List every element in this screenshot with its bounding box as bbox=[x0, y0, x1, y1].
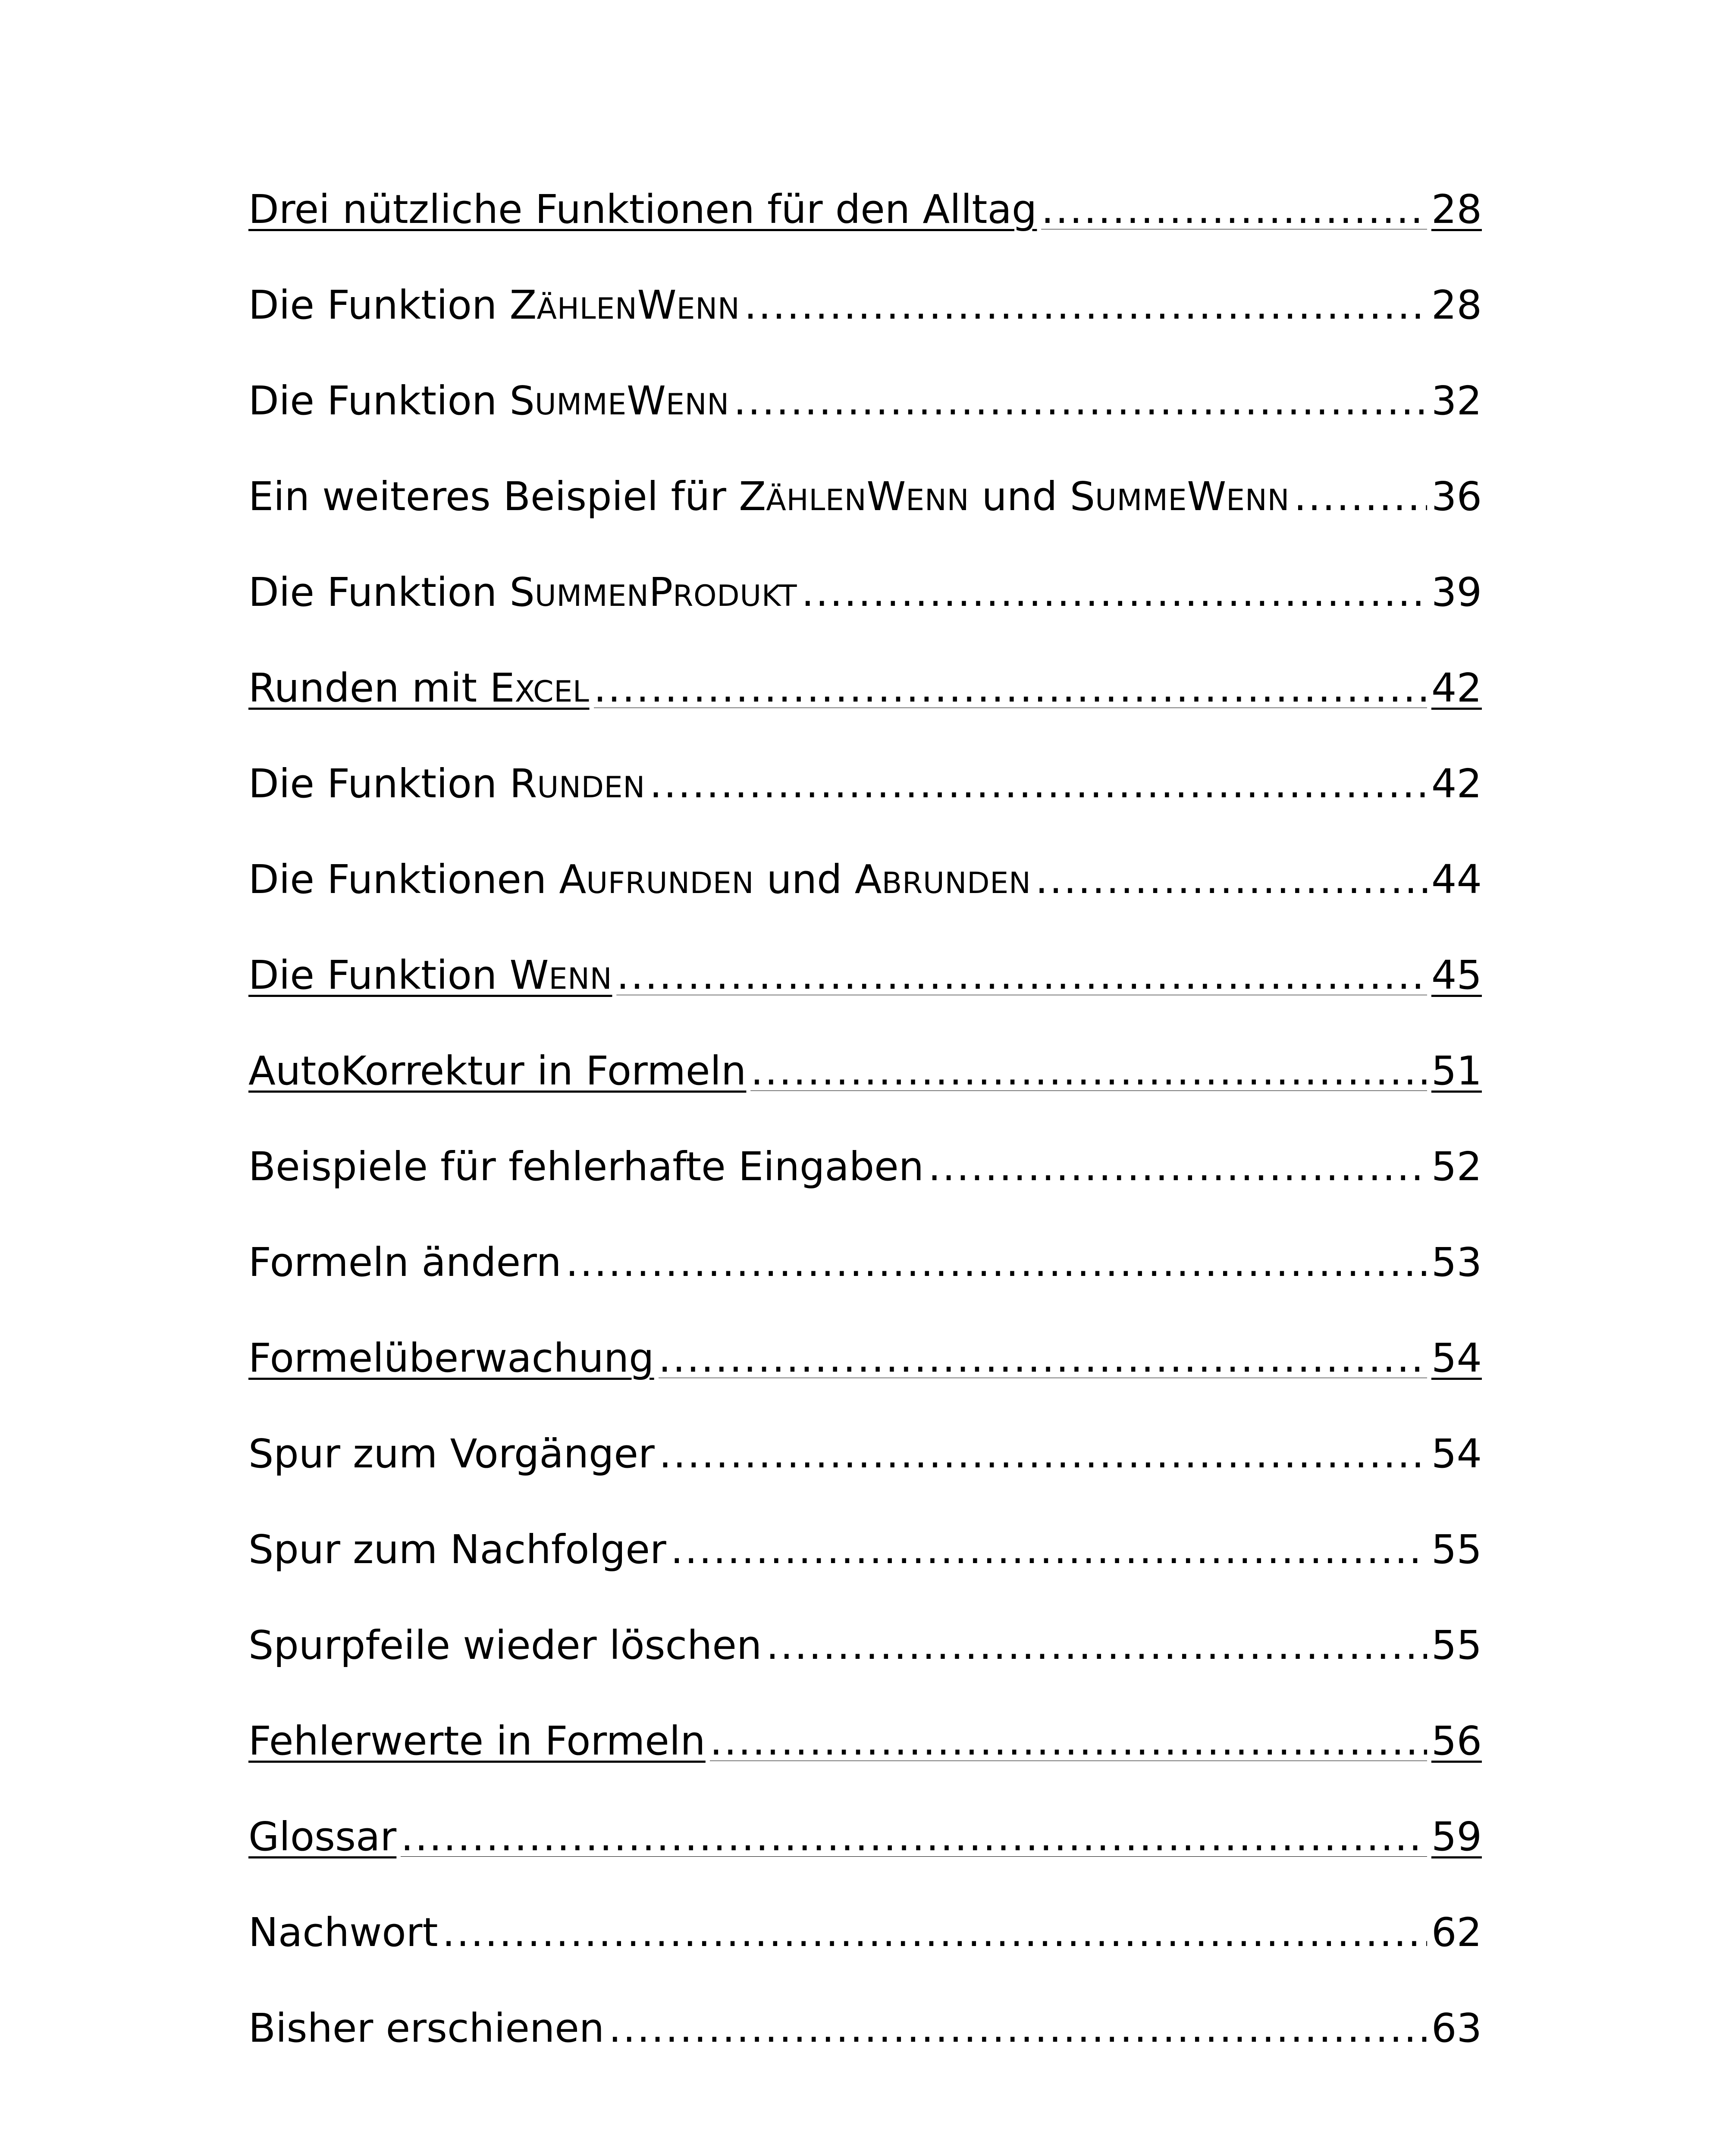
toc-entry-title bbox=[248, 1144, 924, 1190]
toc-entry-title bbox=[248, 665, 590, 711]
toc-title-fragment: A bbox=[854, 856, 882, 903]
toc-title-fragment: Die Funktion bbox=[248, 952, 510, 998]
toc-chapter-link[interactable] bbox=[248, 1048, 1482, 1147]
toc-page-number: 53 bbox=[1431, 1239, 1482, 1285]
dot-leader bbox=[594, 668, 1427, 708]
toc-page-number: 55 bbox=[1431, 1622, 1482, 1668]
toc-section-link[interactable] bbox=[248, 1909, 1482, 2009]
toc-title-fragment: ENN bbox=[549, 962, 612, 996]
toc-title-fragment: Formelüberwachung bbox=[248, 1335, 654, 1381]
toc-title-fragment: Die Funktion bbox=[248, 282, 510, 328]
toc-entry-title bbox=[248, 952, 612, 998]
dot-leader bbox=[566, 1243, 1427, 1282]
toc-chapter-link[interactable] bbox=[248, 952, 1482, 1051]
toc-entry-title bbox=[248, 1909, 438, 1955]
toc-title-fragment: Z bbox=[509, 282, 537, 328]
toc-section-link[interactable] bbox=[248, 473, 1482, 573]
toc-section-link[interactable] bbox=[248, 1526, 1482, 1626]
toc-section-link[interactable] bbox=[248, 856, 1482, 956]
toc-title-fragment: W bbox=[509, 952, 549, 998]
dot-leader bbox=[1294, 477, 1427, 517]
toc-title-fragment: Ein weiteres Beispiel für bbox=[248, 473, 739, 520]
dot-leader bbox=[744, 285, 1427, 325]
toc-title-fragment: W bbox=[1187, 473, 1227, 520]
toc-page-number: 32 bbox=[1431, 378, 1482, 424]
dot-leader bbox=[750, 1051, 1427, 1091]
dot-leader bbox=[650, 764, 1427, 804]
toc-title-fragment: Formeln ändern bbox=[248, 1239, 562, 1285]
toc-entry-title bbox=[248, 2005, 605, 2051]
toc-entry-title bbox=[248, 1239, 562, 1285]
toc-title-fragment: Die Funktionen bbox=[248, 856, 559, 903]
toc-title-fragment: UFRUNDEN bbox=[586, 866, 754, 900]
dot-leader bbox=[671, 1530, 1427, 1570]
toc-title-fragment: S bbox=[509, 569, 535, 615]
toc-page-number: 51 bbox=[1431, 1048, 1482, 1094]
toc-title-fragment: Die Funktion bbox=[248, 761, 510, 807]
toc-section-link[interactable] bbox=[248, 1431, 1482, 1530]
toc-entry-title bbox=[248, 761, 645, 807]
toc-title-fragment: Drei nützliche Funktionen für den Alltag bbox=[248, 186, 1037, 232]
toc-entry-title bbox=[248, 1048, 747, 1094]
toc-title-fragment: W bbox=[866, 473, 906, 520]
toc-title-fragment: S bbox=[509, 378, 535, 424]
toc-title-fragment: und bbox=[754, 856, 855, 903]
toc-entry-title bbox=[248, 856, 1031, 903]
toc-title-fragment: ENN bbox=[676, 292, 740, 326]
toc-page-number: 52 bbox=[1431, 1144, 1482, 1190]
toc-page-number: 42 bbox=[1431, 761, 1482, 807]
dot-leader bbox=[659, 1338, 1427, 1378]
toc-entry-title bbox=[248, 378, 729, 424]
dot-leader bbox=[616, 956, 1427, 995]
toc-title-fragment: Spurpfeile wieder löschen bbox=[248, 1622, 762, 1668]
toc-page-number: 28 bbox=[1431, 282, 1482, 328]
toc-entry-title bbox=[248, 1526, 666, 1573]
toc-title-fragment: Bisher erschienen bbox=[248, 2005, 605, 2051]
toc-title-fragment: ÄHLEN bbox=[537, 292, 637, 326]
toc-title-fragment: UMME bbox=[1095, 483, 1187, 517]
dot-leader bbox=[1041, 190, 1427, 229]
toc-title-fragment: ENN bbox=[906, 483, 970, 517]
toc-title-fragment: Z bbox=[739, 473, 766, 520]
toc-title-fragment: A bbox=[559, 856, 587, 903]
toc-title-fragment: R bbox=[509, 761, 537, 807]
toc-title-fragment: ÄHLEN bbox=[766, 483, 867, 517]
toc-entry-title bbox=[248, 1335, 654, 1381]
toc-entry-title bbox=[248, 1622, 762, 1668]
toc-title-fragment: Runden mit bbox=[248, 665, 490, 711]
toc-chapter-link[interactable] bbox=[248, 665, 1482, 764]
toc-title-fragment: UMMEN bbox=[534, 579, 649, 613]
toc-section-link[interactable] bbox=[248, 378, 1482, 477]
toc-chapter-link[interactable] bbox=[248, 186, 1482, 285]
toc-entry-title bbox=[248, 186, 1037, 232]
toc-title-fragment: Die Funktion bbox=[248, 378, 510, 424]
toc-section-link[interactable] bbox=[248, 569, 1482, 668]
toc-section-link[interactable] bbox=[248, 1239, 1482, 1338]
dot-leader bbox=[609, 2009, 1427, 2048]
dot-leader bbox=[801, 573, 1427, 612]
toc-page-number: 63 bbox=[1431, 2005, 1482, 2051]
toc-page-number: 36 bbox=[1431, 473, 1482, 520]
dot-leader bbox=[710, 1721, 1427, 1761]
toc-chapter-link[interactable] bbox=[248, 1335, 1482, 1434]
toc-title-fragment: S bbox=[1070, 473, 1095, 520]
toc-section-link[interactable] bbox=[248, 282, 1482, 381]
toc-title-fragment: und bbox=[969, 473, 1070, 520]
toc-page-number: 54 bbox=[1431, 1335, 1482, 1381]
toc-title-fragment: Beispiele für fehlerhafte Eingaben bbox=[248, 1144, 924, 1190]
toc-title-fragment: ENN bbox=[1226, 483, 1290, 517]
toc-entry-title bbox=[248, 1718, 706, 1764]
toc-title-fragment: Spur zum Vorgänger bbox=[248, 1431, 655, 1477]
toc-title-fragment: Fehlerwerte in Formeln bbox=[248, 1718, 706, 1764]
toc-title-fragment: W bbox=[626, 378, 666, 424]
toc-page-number: 44 bbox=[1431, 856, 1482, 903]
toc-entry-title bbox=[248, 1431, 655, 1477]
toc-title-fragment: AutoKorrektur in Formeln bbox=[248, 1048, 747, 1094]
dot-leader bbox=[1035, 860, 1427, 899]
dot-leader bbox=[659, 1434, 1427, 1474]
toc-page-number: 55 bbox=[1431, 1526, 1482, 1573]
toc-entry-title bbox=[248, 569, 797, 615]
toc-page-number: 42 bbox=[1431, 665, 1482, 711]
dot-leader bbox=[766, 1626, 1427, 1665]
toc-section-link[interactable] bbox=[248, 1144, 1482, 1243]
toc-title-fragment: Die Funktion bbox=[248, 569, 510, 615]
toc-section-link[interactable] bbox=[248, 761, 1482, 860]
dot-leader bbox=[928, 1147, 1427, 1187]
toc-entry-title bbox=[248, 473, 1290, 520]
toc-page-number: 59 bbox=[1431, 1814, 1482, 1860]
dot-leader bbox=[442, 1913, 1427, 1952]
dot-leader bbox=[401, 1817, 1427, 1857]
toc-title-fragment: Glossar bbox=[248, 1814, 397, 1860]
toc-title-fragment: P bbox=[649, 569, 673, 615]
toc-page-number: 62 bbox=[1431, 1909, 1482, 1955]
toc-title-fragment: UMME bbox=[534, 388, 627, 422]
toc-title-fragment: Spur zum Nachfolger bbox=[248, 1526, 666, 1573]
toc-title-fragment: ENN bbox=[665, 388, 729, 422]
toc-title-fragment: RODUKT bbox=[673, 579, 797, 613]
toc-chapter-link[interactable] bbox=[248, 1718, 1482, 1817]
toc-entry-title bbox=[248, 282, 740, 328]
toc-title-fragment: W bbox=[637, 282, 677, 328]
table-of-contents bbox=[248, 186, 1482, 2104]
toc-page-number: 39 bbox=[1431, 569, 1482, 615]
toc-section-link[interactable] bbox=[248, 2005, 1482, 2104]
toc-title-fragment: XCEL bbox=[515, 675, 590, 709]
toc-entry-title bbox=[248, 1814, 397, 1860]
toc-title-fragment: E bbox=[489, 665, 515, 711]
toc-chapter-link[interactable] bbox=[248, 1814, 1482, 1913]
toc-page-number: 28 bbox=[1431, 186, 1482, 232]
dot-leader bbox=[734, 381, 1427, 421]
toc-page-number: 54 bbox=[1431, 1431, 1482, 1477]
toc-section-link[interactable] bbox=[248, 1622, 1482, 1721]
toc-title-fragment: BRUNDEN bbox=[882, 866, 1031, 900]
toc-page-number: 56 bbox=[1431, 1718, 1482, 1764]
toc-title-fragment: Nachwort bbox=[248, 1909, 438, 1955]
toc-page-number: 45 bbox=[1431, 952, 1482, 998]
toc-title-fragment: UNDEN bbox=[537, 771, 645, 805]
